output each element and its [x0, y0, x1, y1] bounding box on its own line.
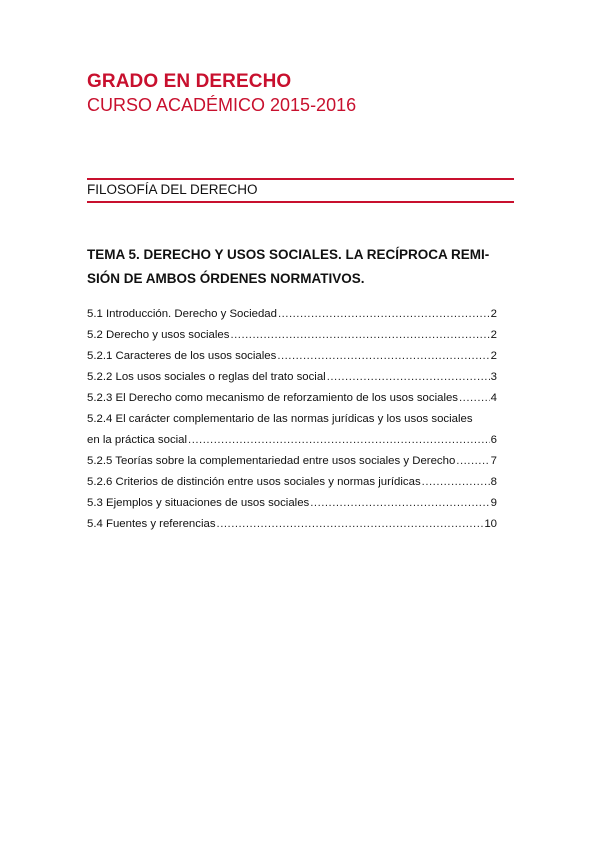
toc-leader-dots [327, 367, 490, 388]
toc-entry-label: 5.2.5 Teorías sobre la complementariedad entre usos sociales y Derecho [87, 455, 456, 467]
toc-leader-dots [310, 493, 489, 514]
toc-page-number: 6 [490, 434, 497, 446]
toc-leader-dots [277, 346, 489, 367]
toc-entry-label: 5.2.4 El carácter complementario de las normas jurídicas y los usos sociales [87, 413, 473, 425]
toc-entry-continuation [87, 430, 497, 451]
toc-entry-label: 5.2.3 El Derecho como mecanismo de reforzamiento de los usos sociales [87, 392, 459, 404]
toc-entry-label: 5.2.1 Caracteres de los usos sociales [87, 350, 277, 362]
table-of-contents [87, 304, 497, 535]
toc-entry-5-4[interactable] [87, 514, 497, 535]
degree-title: GRADO EN DERECHO [87, 71, 292, 92]
toc-page-number: 7 [490, 455, 497, 467]
toc-entry-label: 5.3 Ejemplos y situaciones de usos sociales [87, 497, 310, 509]
toc-entry-5-2-3[interactable] [87, 388, 497, 409]
toc-entry-label: 5.1 Introducción. Derecho y Sociedad [87, 308, 277, 320]
toc-page-number: 4 [490, 392, 497, 404]
toc-leader-dots [188, 430, 490, 451]
toc-entry-5-2-1[interactable] [87, 346, 497, 367]
toc-entry-5-2-5[interactable] [87, 451, 497, 472]
toc-page-number: 10 [484, 518, 497, 530]
toc-page-number: 8 [490, 476, 497, 488]
toc-leader-dots [459, 388, 490, 409]
tema-heading [87, 243, 515, 291]
tema-heading-line-2: SIÓN DE AMBOS ÓRDENES NORMATIVOS. [87, 271, 365, 286]
toc-entry-5-2-6[interactable] [87, 472, 497, 493]
toc-entry-5-1[interactable] [87, 304, 497, 325]
bottom-divider [87, 201, 514, 203]
toc-page-number: 2 [490, 350, 497, 362]
toc-leader-dots [422, 472, 490, 493]
toc-page-number: 2 [490, 329, 497, 341]
toc-entry-5-2-4[interactable] [87, 409, 497, 451]
toc-page-number: 2 [490, 308, 497, 320]
toc-entry-5-2-2[interactable] [87, 367, 497, 388]
toc-page-number: 3 [490, 371, 497, 383]
academic-year: CURSO ACADÉMICO 2015-2016 [87, 95, 357, 115]
toc-entry-5-3[interactable] [87, 493, 497, 514]
toc-entry-5-2[interactable] [87, 325, 497, 346]
tema-heading-line-1: TEMA 5. DERECHO Y USOS SOCIALES. LA RECÍPROCA REMI- [87, 247, 490, 262]
toc-entry-label: 5.4 Fuentes y referencias [87, 518, 216, 530]
subject-title: FILOSOFÍA DEL DERECHO [87, 182, 258, 197]
top-divider [87, 178, 514, 180]
toc-entry-label: 5.2.6 Criterios de distinción entre usos sociales y normas jurídicas [87, 476, 421, 488]
toc-entry-label: 5.2 Derecho y usos sociales [87, 329, 230, 341]
toc-page-number: 9 [490, 497, 497, 509]
toc-entry-label: 5.2.2 Los usos sociales o reglas del trato social [87, 371, 326, 383]
toc-leader-dots [230, 325, 489, 346]
toc-leader-dots [217, 514, 484, 535]
toc-entry-label-cont: en la práctica social [87, 434, 188, 446]
toc-leader-dots [456, 451, 489, 472]
toc-leader-dots [278, 304, 490, 325]
